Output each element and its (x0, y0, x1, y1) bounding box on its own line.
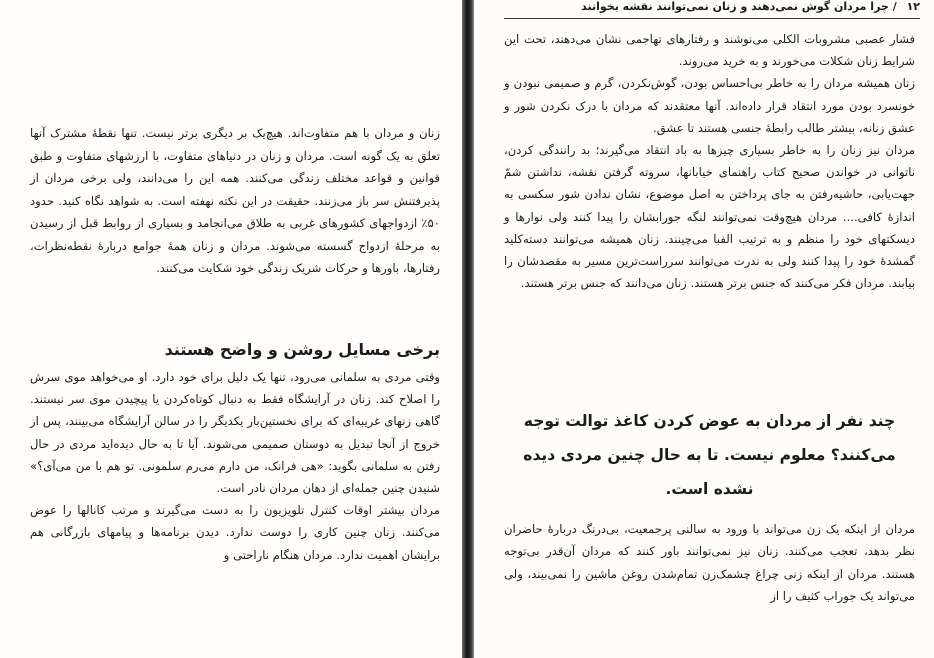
left-page (0, 0, 462, 658)
pull-quote: چند نفر از مردان به عوض کردن کاغذ توالت توجه می‌کنند؟ معلوم نیست. تا به حال چنین مردی دیده نشده است. (523, 412, 896, 498)
right-body-top (504, 28, 915, 294)
right-body-bottom (504, 518, 915, 607)
section-heading: برخی مسایل روشن و واضح هستند (164, 340, 440, 359)
left-intro-text: زنان و مردان با هم متفاوت‌اند. هیچ‌یک بر دیگری برتر نیست. تنها نقطهٔ مشترک آنها تعلق به یک گونه است. مردان و زنان در دنیاهای متفاوت، با ارزشهای متفاوت و طبق قوانین و قواعد مختلف زندگی می‌کنند. همه این را می‌دانند، ولی برخی مردان از پذیرفتنش سر باز می‌زنند. حقیقت در این نکته نهفته است. به شواهد نگاه کنید. حدود ۵۰٪ ازدواجهای کشورهای غربی به طلاق می‌انجامد و بسیاری از روابط قبل از رسیدن به مرحلهٔ ازدواج گسسته می‌شوند. مردان و زنان همهٔ جوامع دربارهٔ نقطه‌نظرات، رفتارها، باورها و حرکات شریک زندگی خود شکایت می‌کنند. (30, 126, 440, 275)
right-paragraph-2: زنان همیشه مردان را به خاطر بی‌احساس بودن، گوش‌نکردن، گرم و صمیمی نبودن و خونسرد بودن مورد انتقاد قرار داده‌اند. آنها معتقدند که مردان با درک نکردن شور و عشق زنانه، بیشتر طالب رابطهٔ جنسی هستند تا عشق. (504, 76, 915, 135)
running-head (504, 0, 920, 19)
running-head-separator: / (892, 0, 897, 13)
left-body (30, 366, 440, 566)
right-paragraph-4: مردان از اینکه یک زن می‌تواند با ورود به سالنی پرجمعیت، بی‌درنگ دربارهٔ حاضران نظر بدهد، تعجب می‌کنند. زنان نیز نمی‌توانند باور کنند که مردان آن‌قدر بی‌توجه هستند. مردان از اینکه زنی چراغ چشمک‌زن تمام‌شدن روغن ماشین را نمی‌بیند، ولی می‌تواند یک جوراب کثیف را از (504, 522, 915, 603)
right-paragraph-1: فشار عصبی مشروبات الکلی می‌نوشند و رفتارهای تهاجمی نشان می‌دهند، تحت این شرایط زنان شکلات می‌خورند و به خرید می‌روند. (504, 32, 915, 69)
book-spine (462, 0, 474, 658)
left-paragraph-2: مردان بیشتر اوقات کنترل تلویزیون را به دست می‌گیرند و مرتب کانالها را عوض می‌کنند. زنان چنین کاری را دوست ندارد. دیدن برنامه‌ها و پیامهای بازرگانی هم برایشان اهمیت ندارد. مردان هنگام ناراحتی و (30, 503, 440, 562)
right-page (474, 0, 934, 658)
left-paragraph-1: وقتی مردی به سلمانی می‌رود، تنها یک دلیل برای خود دارد. او می‌خواهد موی سرش را اصلاح کند. زنان در آرایشگاه فقط به دنبال کوتاه‌کردن یا پیچیدن موی سر نیستند. گاهی زنهای غریبه‌ای که برای نخستین‌بار یکدیگر را در سالن آرایشگاه می‌بینند، پس از خروج از آنجا تبدیل به دوستان صمیمی می‌شوند. آیا تا به حال دیده‌اید مردی در حال رفتن به سلمانی بگوید: «هی فرانک، من دارم می‌رم سلمونی. تو هم با من می‌آی؟» شنیدن چنین جمله‌ای از دهان مردان نادر است. (30, 370, 440, 496)
running-head-title: چرا مردان گوش نمی‌دهند و زنان نمی‌توانند نقشه بخوانند (581, 0, 889, 13)
page-number: ۱۲ (906, 0, 920, 13)
right-paragraph-3: مردان نیز زنان را به خاطر بسیاری چیزها به باد انتقاد می‌گیرند؛ بد رانندگی کردن، ناتوانی در خواندن صحیح کتاب راهنمای خیابانها، سروته گرفتن نقشه، نداشتن شمّ جهت‌یابی، حاشیه‌رفتن به جای پرداختن به اصل موضوع، نشان ندادن شور سکسی به اندازهٔ کافی.... مردان هیچ‌وقت نمی‌توانند لنگه جورابشان را پیدا کنند ولی نوارها و دیسکتهای خود را منظم و به ترتیب الفبا می‌چینند. زنان همیشه می‌توانند دسته‌کلید گمشدهٔ خود را پیدا کنند ولی به ندرت می‌توانند سرراست‌ترین مسیر به مقصدشان را بیابند. مردان فکر می‌کنند که جنس برتر هستند. زنان می‌دانند که جنس برتر هستند. (504, 143, 915, 291)
left-intro-paragraph (30, 122, 440, 280)
